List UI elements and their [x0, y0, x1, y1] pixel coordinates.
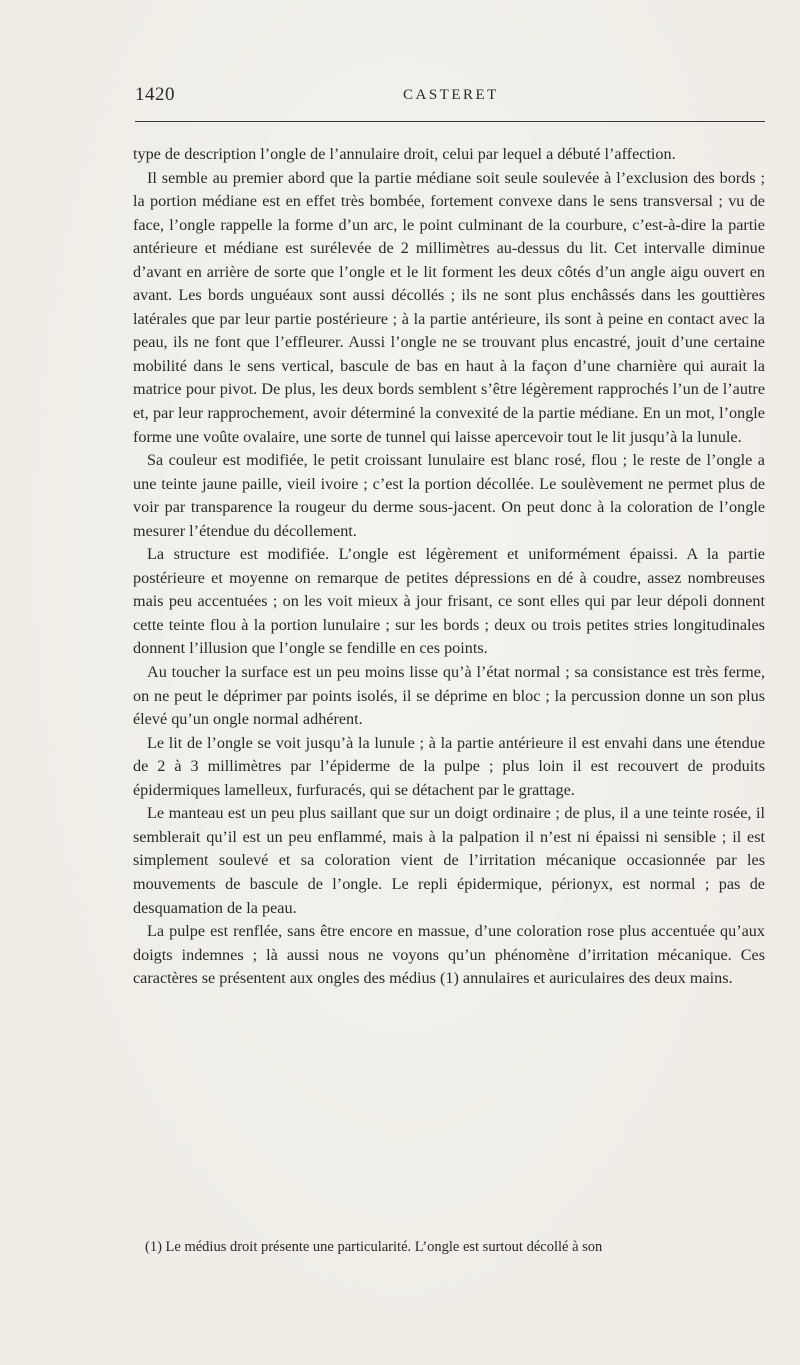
- paragraph-nail-shape: Il semble au premier abord que la partie médiane soit seule soulevée à l’exclusion des bords ; la portion médiane est en effet très bombée, fortement convexe dans le sens transversal ; vu de face, l’ongle rappelle la forme d’un arc, le point culminant de la courbure, c’est-à-dire la partie antérieure et médiane est surélevée de 2 millimètres au-dessus du lit. Cet intervalle diminue d’avant en arrière de sorte que l’ongle et le lit forment les deux côtés d’un angle aigu ouvert en avant. Les bords unguéaux sont aussi décollés ; ils ne sont plus enchâssés dans les gouttières latérales que par leur partie postérieure ; à la partie antérieure, ils sont à peine en contact avec la peau, ils ne font que l’effleurer. Aussi l’ongle ne se trouvant plus encastré, jouit d’une certaine mobilité dans le sens vertical, bascule de bas en haut à la façon d’une charnière qui aurait la matrice pour pivot. De plus, les deux bords semblent s’être légèrement rapprochés l’un de l’autre et, par leur rapprochement, avoir déterminé la convexité de la partie médiane. En un mot, l’ongle forme une voûte ovalaire, une sorte de tunnel qui laisse apercevoir tout le lit jusqu’à la lunule.: [133, 168, 765, 446]
- running-title: CASTERET: [403, 87, 499, 103]
- body-text: [133, 143, 765, 991]
- page-number: 1420: [135, 84, 175, 105]
- paragraph-color: Sa couleur est modifiée, le petit croissant lunulaire est blanc rosé, flou ; le reste de l’ongle a une teinte jaune paille, vieil ivoire ; c’est la portion décollée. Le soulèvement ne permet plus de voir par transparence la rougeur du derme sous-jacent. On peut donc à la coloration de l’ongle mesurer l’étendue du décollement.: [133, 451, 765, 540]
- paragraph-pulp: La pulpe est renflée, sans être encore en massue, d’une coloration rose plus accentuée qu’aux doigts indemnes ; là aussi nous ne voyons qu’un phénomène d’irritation mécanique. Ces caractères se présentent aux ongles des médius (1) annulaires et auriculaires des deux mains.: [133, 922, 765, 988]
- header-rule: [135, 121, 765, 122]
- paragraph-nail-bed: Le lit de l’ongle se voit jusqu’à la lunule ; à la partie antérieure il est envahi dans une étendue de 2 à 3 millimètres par l’épiderme de la pulpe ; plus loin il est recouvert de produits épidermiques lamelleux, furfuracés, qui se détachent par le grattage.: [133, 733, 765, 799]
- footnote: (1) Le médius droit présente une particularité. L’ongle est surtout décollé à son: [145, 1239, 603, 1255]
- paragraph-continued: type de description l’ongle de l’annulaire droit, celui par lequel a débuté l’affection.: [133, 145, 676, 163]
- paragraph-touch: Au toucher la surface est un peu moins lisse qu’à l’état normal ; sa consistance est très ferme, on ne peut le déprimer par points isolés, il se déprime en bloc ; la percussion donne un son plus élevé qu’un ongle normal adhérent.: [133, 663, 765, 729]
- paragraph-mantle: Le manteau est un peu plus saillant que sur un doigt ordinaire ; de plus, il a une teinte rosée, il semblerait qu’il est un peu enflammé, mais à la palpation il n’est ni épaissi ni sensible ; il est simplement soulevé et sa coloration vient de l’irritation mécanique occasionnée par les mouvements de bascule de l’ongle. Le repli épidermique, périonyx, est normal ; pas de desquamation de la peau.: [133, 804, 765, 917]
- running-head: [135, 84, 765, 110]
- paragraph-structure: La structure est modifiée. L’ongle est légèrement et uniformément épaissi. A la partie postérieure et moyenne on remarque de petites dépressions en dé à coudre, assez nombreuses mais peu accentuées ; on les voit mieux à jour frisant, ce sont elles qui par leur dépoli donnent cette teinte flou à la portion lunulaire ; sur les bords ; deux ou trois petites stries longitudinales donnent l’illusion que l’ongle se fendille en ces points.: [133, 545, 765, 658]
